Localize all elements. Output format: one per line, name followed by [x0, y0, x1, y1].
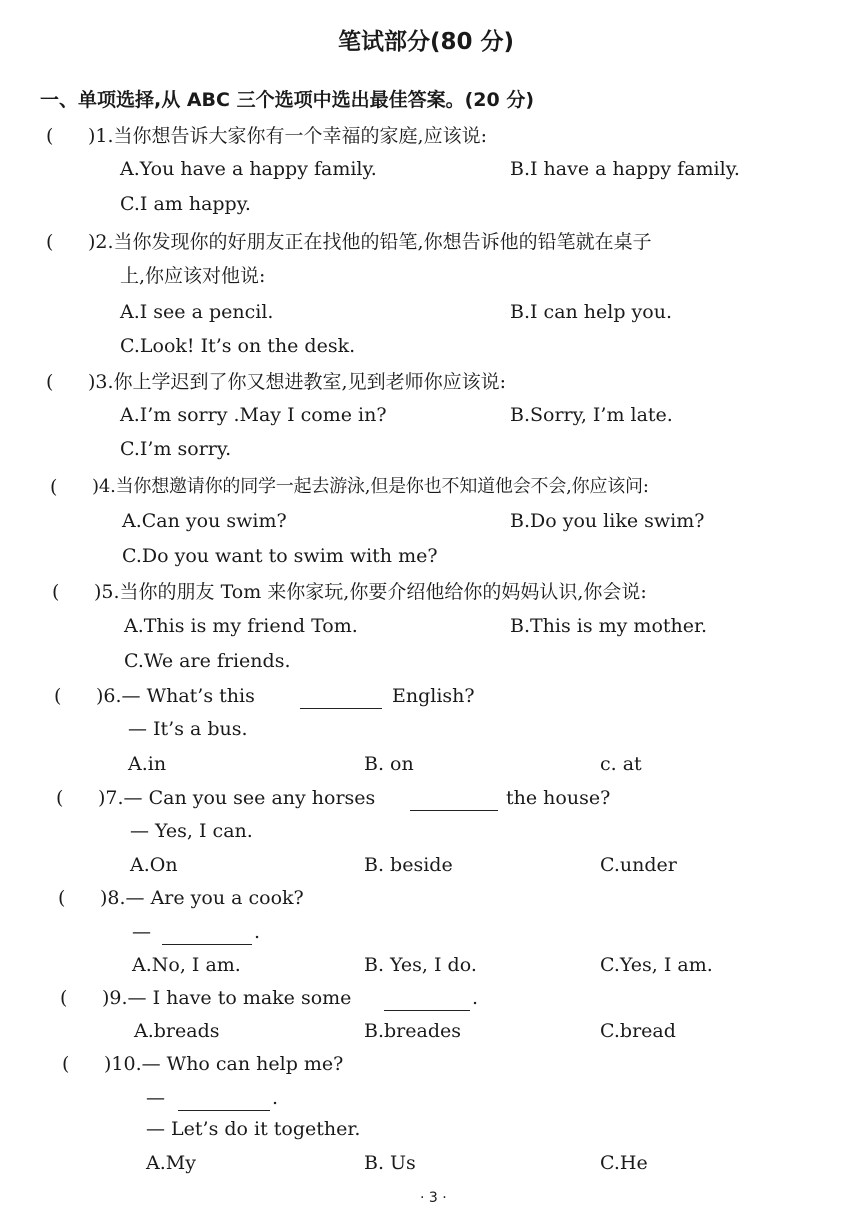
question-stem: )1.当你想告诉大家你有一个幸福的家庭,应该说:: [88, 125, 487, 147]
option-b: B.I have a happy family.: [510, 158, 740, 180]
option-c: C.Yes, I am.: [600, 954, 713, 976]
dialogue-reply: — Let’s do it together.: [146, 1118, 361, 1140]
answer-paren: (: [46, 371, 54, 393]
answer-paren: (: [62, 1053, 70, 1075]
question-stem: )9.— I have to make some: [102, 987, 352, 1009]
page-title: 笔试部分(80 分): [338, 29, 515, 55]
option-c: C.I’m sorry.: [120, 438, 232, 460]
option-b: B.This is my mother.: [510, 615, 708, 637]
question-stem: )6.— What’s this: [96, 685, 255, 707]
option-b: B. Yes, I do.: [364, 954, 477, 976]
option-c: C.He: [600, 1152, 648, 1174]
answer-paren: (: [56, 787, 64, 809]
answer-blank: [384, 992, 470, 1011]
option-a: A.breads: [134, 1020, 220, 1042]
answer-paren: (: [54, 685, 62, 707]
page-number: · 3 ·: [420, 1190, 447, 1206]
option-a: A.I see a pencil.: [120, 301, 274, 323]
question-stem: )8.— Are you a cook?: [100, 887, 304, 909]
option-b: B. beside: [364, 854, 453, 876]
answer-blank: [162, 926, 252, 945]
answer-blank: [178, 1092, 270, 1111]
option-c: C.Do you want to swim with me?: [122, 545, 438, 567]
option-b: B.Sorry, I’m late.: [510, 404, 673, 426]
section-heading: 一、单项选择,从 ABC 三个选项中选出最佳答案。(20 分): [40, 89, 535, 111]
question-stem: )7.— Can you see any horses: [98, 787, 376, 809]
question-stem-end: the house?: [506, 787, 611, 809]
dialogue-reply: — It’s a bus.: [128, 718, 248, 740]
question-stem: )4.当你想邀请你的同学一起去游泳,但是你也不知道他会不会,你应该问:: [92, 476, 649, 497]
option-a: A.My: [146, 1152, 196, 1174]
option-a: A.in: [128, 753, 167, 775]
option-c: C.bread: [600, 1020, 676, 1042]
answer-paren: (: [46, 125, 54, 147]
option-c: C.Look! It’s on the desk.: [120, 335, 356, 357]
option-c: C.under: [600, 854, 677, 876]
option-a: A.You have a happy family.: [120, 158, 377, 180]
dialogue-dash: —: [132, 921, 151, 943]
question-stem: )5.当你的朋友 Tom 来你家玩,你要介绍他给你的妈妈认识,你会说:: [94, 581, 647, 603]
option-c: c. at: [600, 753, 642, 775]
question-stem: )10.— Who can help me?: [104, 1053, 344, 1075]
option-c: C.I am happy.: [120, 193, 251, 215]
answer-paren: (: [58, 887, 66, 909]
question-stem-end: .: [472, 987, 479, 1009]
option-a: A.On: [130, 854, 178, 876]
option-a: A.This is my friend Tom.: [124, 615, 358, 637]
answer-blank: [410, 792, 498, 811]
answer-paren: (: [46, 231, 54, 253]
option-a: A.Can you swim?: [122, 510, 287, 532]
option-b: B. on: [364, 753, 414, 775]
dialogue-dash: —: [146, 1087, 165, 1109]
question-stem-continued: 上,你应该对他说:: [120, 265, 266, 287]
option-b: B.breades: [364, 1020, 461, 1042]
option-c: C.We are friends.: [124, 650, 291, 672]
answer-paren: (: [60, 987, 68, 1009]
answer-paren: (: [52, 581, 60, 603]
option-a: A.I’m sorry .May I come in?: [120, 404, 387, 426]
dialogue-period: .: [272, 1087, 279, 1109]
option-a: A.No, I am.: [132, 954, 241, 976]
answer-blank: [300, 690, 382, 709]
question-stem: )2.当你发现你的好朋友正在找他的铅笔,你想告诉他的铅笔就在桌子: [88, 231, 652, 253]
dialogue-period: .: [254, 921, 261, 943]
dialogue-reply: — Yes, I can.: [130, 820, 253, 842]
option-b: B.I can help you.: [510, 301, 673, 323]
question-stem: )3.你上学迟到了你又想进教室,见到老师你应该说:: [88, 371, 506, 393]
answer-paren: (: [50, 476, 58, 498]
option-b: B.Do you like swim?: [510, 510, 705, 532]
question-stem-end: English?: [392, 685, 475, 707]
option-b: B. Us: [364, 1152, 416, 1174]
